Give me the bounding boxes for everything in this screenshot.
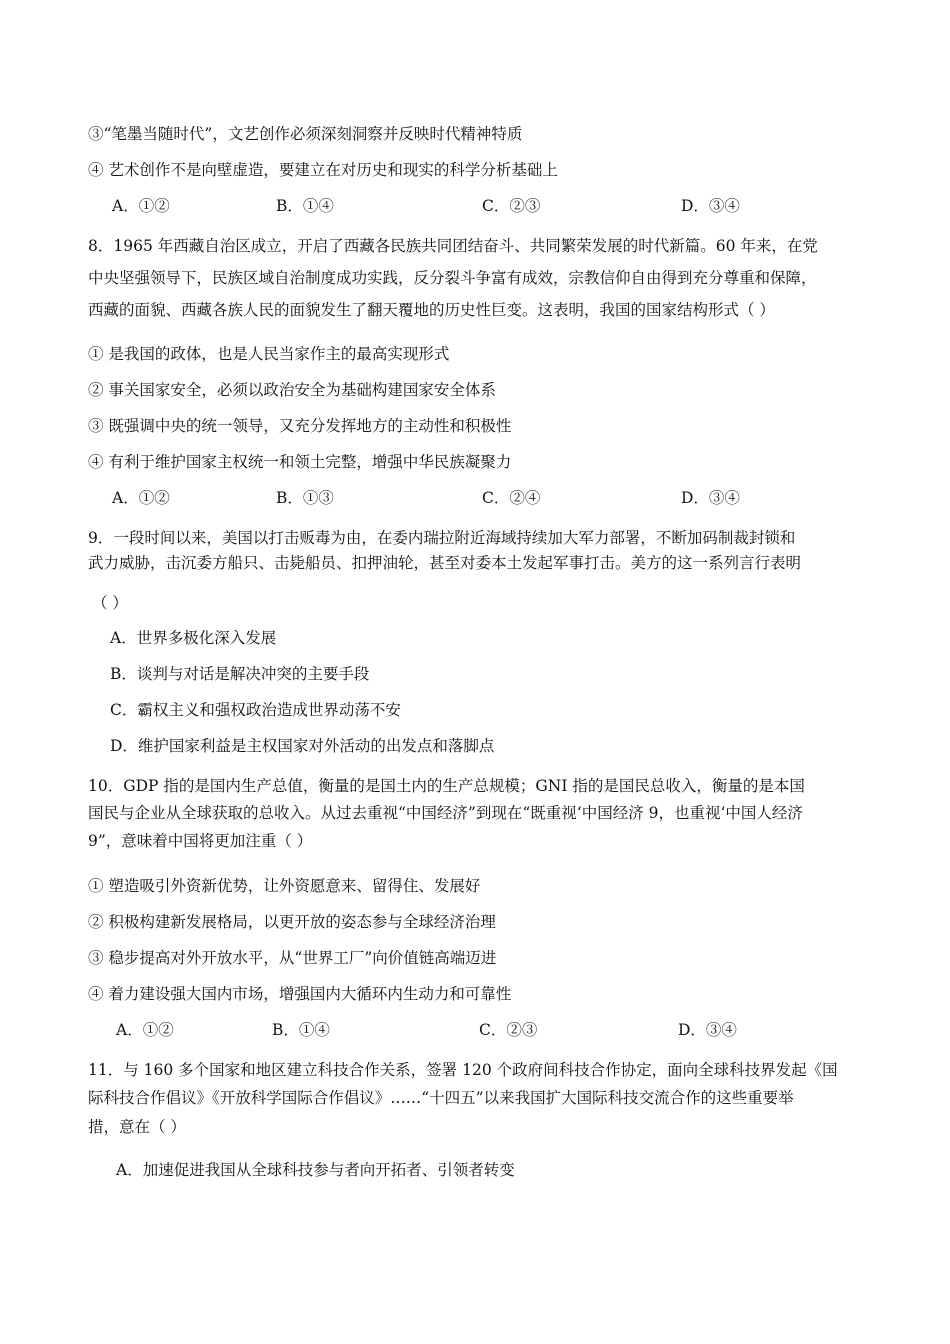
q7-option-c: C．②③ bbox=[482, 197, 541, 215]
q10-option-d: D．③④ bbox=[678, 1021, 737, 1039]
q7-option-d: D．③④ bbox=[681, 197, 740, 215]
q10-statement-1: ① 塑造吸引外资新优势，让外资愿意来、留得住、发展好 bbox=[88, 877, 481, 895]
q8-statement-2: ② 事关国家安全，必须以政治安全为基础构建国家安全体系 bbox=[88, 381, 496, 399]
q9-stem-line-2: 武力威胁，击沉委方船只、击毙船员、扣押油轮，甚至对委本土发起军事打击。美方的这一系列言行表明 bbox=[88, 554, 802, 572]
q8-option-a: A．①② bbox=[112, 489, 170, 507]
q8-option-b: B．①③ bbox=[276, 489, 334, 507]
q10-statement-2: ② 积极构建新发展格局，以更开放的姿态参与全球经济治理 bbox=[88, 913, 496, 931]
q9-option-c: C．霸权主义和强权政治造成世界动荡不安 bbox=[110, 701, 401, 719]
q8-stem-line-2: 中央坚强领导下，民族区域自治制度成功实践，反分裂斗争富有成效，宗教信仰自由得到充分尊重和保障， bbox=[88, 269, 817, 287]
q11-option-a: A．加速促进我国从全球科技参与者向开拓者、引领者转变 bbox=[116, 1161, 515, 1179]
q9-option-a: A．世界多极化深入发展 bbox=[110, 629, 277, 647]
q9-option-b: B．谈判与对话是解决冲突的主要手段 bbox=[110, 665, 370, 683]
q7-option-a: A．①② bbox=[112, 197, 170, 215]
q10-option-b: B．①④ bbox=[272, 1021, 330, 1039]
q9-stem-line-1: 9．一段时间以来，美国以打击贩毒为由，在委内瑞拉附近海域持续加大军力部署，不断加码制裁封锁和 bbox=[88, 529, 796, 547]
q10-stem-line-2: 国民与企业从全球获取的总收入。从过去重视“中国经济”到现在“既重视‘中国经济 9，也重视‘中国人经济 bbox=[88, 804, 803, 822]
q7-statement-4: ④ 艺术创作不是向壁虚造，要建立在对历史和现实的科学分析基础上 bbox=[88, 161, 558, 179]
q9-answer-blank: （ ） bbox=[92, 594, 128, 612]
q10-stem-line-1: 10．GDP 指的是国内生产总值，衡量的是国土内的生产总规模；GNI 指的是国民总收入，衡量的是本国 bbox=[88, 777, 805, 795]
q8-option-c: C．②④ bbox=[482, 489, 541, 507]
q10-option-a: A．①② bbox=[116, 1021, 174, 1039]
q11-stem-line-1: 11．与 160 多个国家和地区建立科技合作关系，签署 120 个政府间科技合作协定，面向全球科技界发起《国 bbox=[88, 1061, 838, 1079]
q11-stem-line-3: 措，意在（ ） bbox=[88, 1118, 186, 1136]
q8-option-d: D．③④ bbox=[681, 489, 740, 507]
q9-option-d: D．维护国家利益是主权国家对外活动的出发点和落脚点 bbox=[110, 737, 495, 755]
q7-option-b: B．①④ bbox=[276, 197, 334, 215]
q8-stem-line-3: 西藏的面貌、西藏各族人民的面貌发生了翻天覆地的历史性巨变。这表明，我国的国家结构形式（ ） bbox=[88, 301, 775, 319]
q8-statement-1: ① 是我国的政体，也是人民当家作主的最高实现形式 bbox=[88, 345, 450, 363]
q7-statement-3: ③“笔墨当随时代”，文艺创作必须深刻洞察并反映时代精神特质 bbox=[88, 125, 523, 143]
q10-statement-3: ③ 稳步提高对外开放水平，从“世界工厂”向价值链高端迈进 bbox=[88, 949, 497, 967]
q11-stem-line-2: 际科技合作倡议》《开放科学国际合作倡议》……“十四五”以来我国扩大国际科技交流合作的这些重要举 bbox=[88, 1089, 794, 1107]
q8-statement-3: ③ 既强调中央的统一领导，又充分发挥地方的主动性和积极性 bbox=[88, 417, 512, 435]
q10-option-c: C．②③ bbox=[479, 1021, 538, 1039]
q10-statement-4: ④ 着力建设强大国内市场，增强国内大循环内生动力和可靠性 bbox=[88, 985, 512, 1003]
q8-stem-line-1: 8．1965 年西藏自治区成立，开启了西藏各民族共同团结奋斗、共同繁荣发展的时代新篇。60 年来，在党 bbox=[88, 237, 818, 255]
q10-stem-line-3: 9”，意味着中国将更加注重（ ） bbox=[88, 832, 313, 850]
q8-statement-4: ④ 有利于维护国家主权统一和领土完整，增强中华民族凝聚力 bbox=[88, 453, 512, 471]
